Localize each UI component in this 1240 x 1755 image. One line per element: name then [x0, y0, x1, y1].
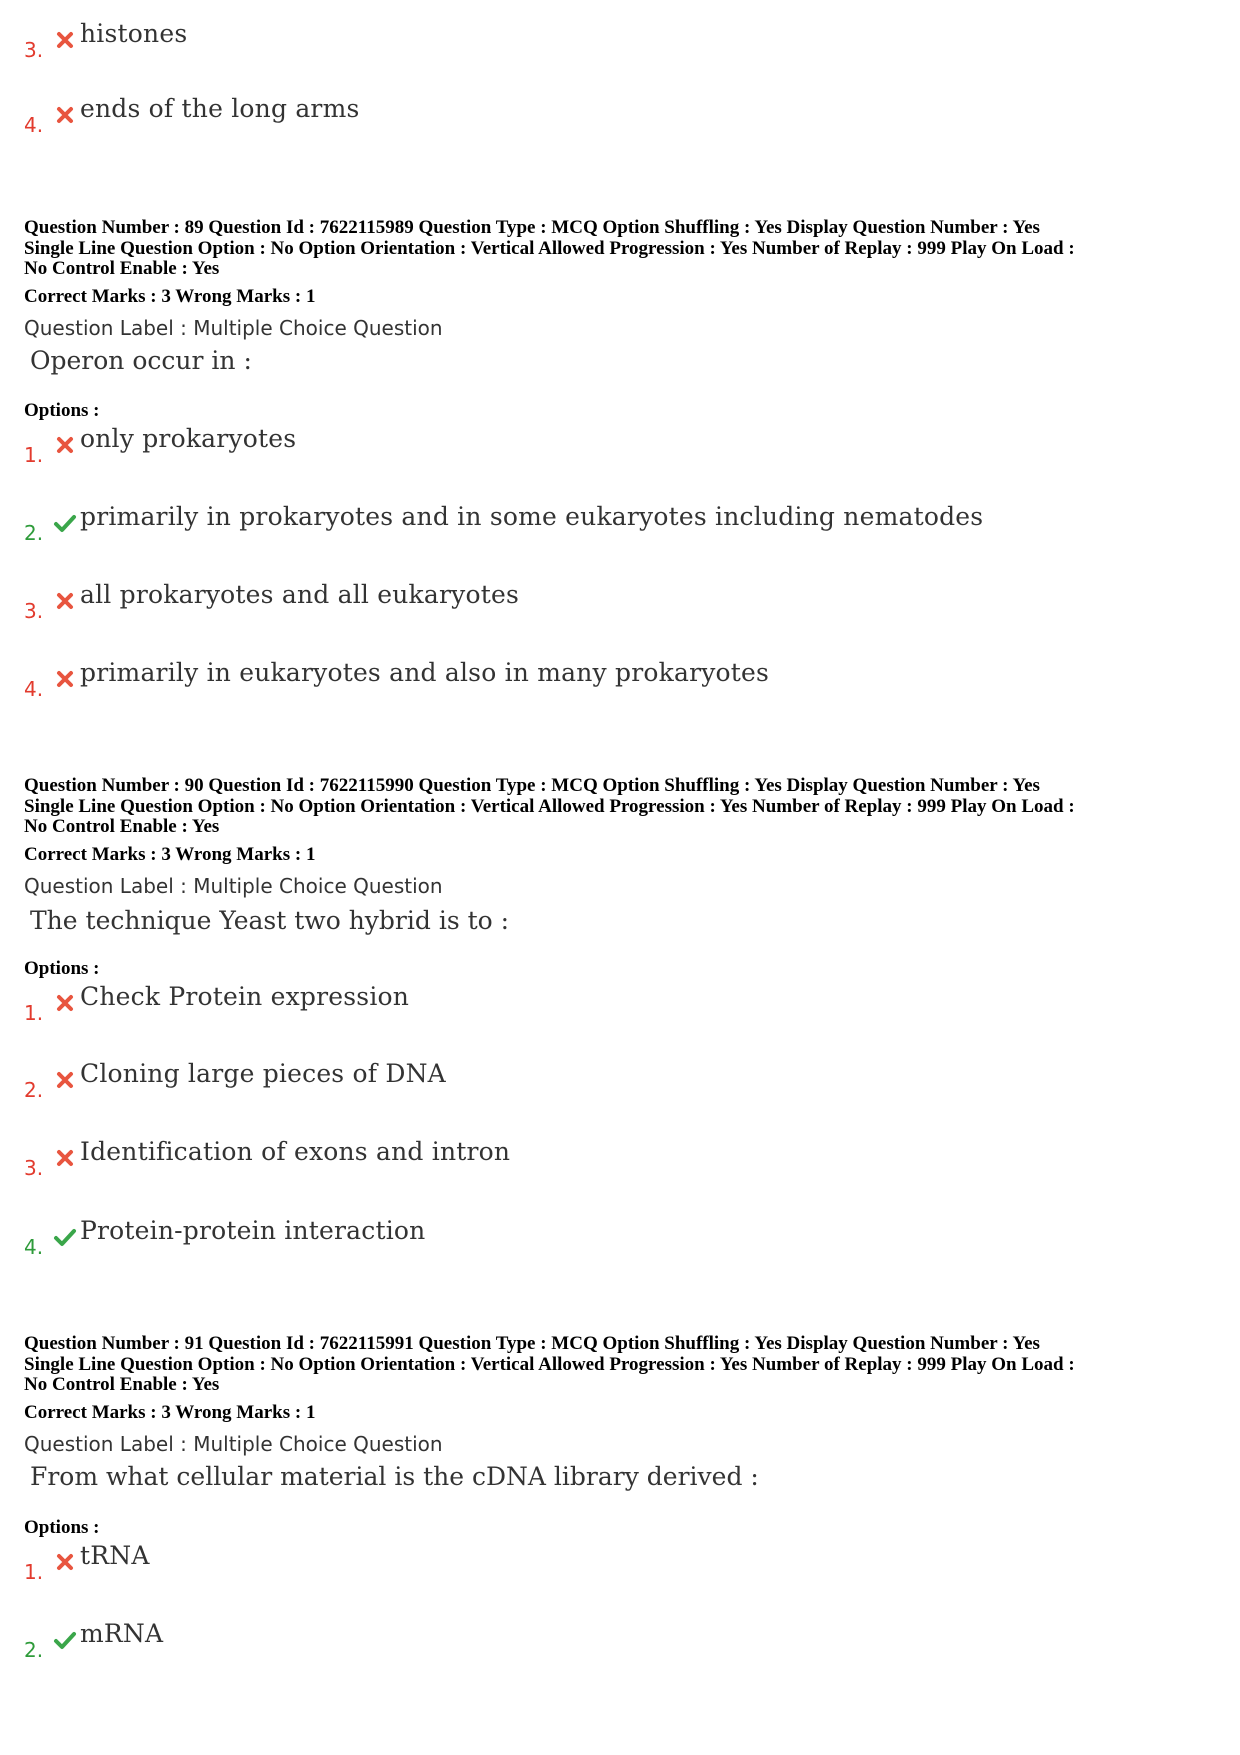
- question-meta: [24, 1334, 1224, 1396]
- option-text: all prokaryotes and all eukaryotes: [80, 580, 519, 609]
- option-item: [24, 20, 187, 60]
- question-label: Question Label : Multiple Choice Question: [24, 1432, 443, 1456]
- meta-line: No Control Enable : Yes: [24, 816, 220, 837]
- question-meta: [24, 218, 1224, 280]
- correct-check-icon: [52, 511, 78, 535]
- option-item: [24, 503, 983, 543]
- meta-line: Single Line Question Option : No Option Orientation : Vertical Allowed Progression : Yes Number of Replay : 999 Play On Load :: [24, 795, 1075, 817]
- question-label: Question Label : Multiple Choice Question: [24, 874, 443, 898]
- wrong-cross-icon: [52, 991, 78, 1015]
- correct-check-icon: [52, 1225, 78, 1249]
- question-marks: Correct Marks : 3 Wrong Marks : 1: [24, 286, 316, 307]
- option-text: Identification of exons and intron: [80, 1137, 511, 1166]
- option-item: [24, 1060, 446, 1100]
- options-label: Options :: [24, 1517, 100, 1538]
- meta-line: Single Line Question Option : No Option Orientation : Vertical Allowed Progression : Yes Number of Replay : 999 Play On Load :: [24, 237, 1075, 259]
- meta-line: Question Number : 90 Question Id : 7622115990 Question Type : MCQ Option Shuffling : Yes Display Question Number : Yes: [24, 775, 1040, 796]
- option-number: 3.: [24, 38, 44, 62]
- option-item: [24, 659, 769, 699]
- option-number: 4.: [24, 113, 44, 137]
- option-number: 3.: [24, 1156, 44, 1180]
- question-marks: Correct Marks : 3 Wrong Marks : 1: [24, 1402, 316, 1423]
- question-label: Question Label : Multiple Choice Question: [24, 316, 443, 340]
- meta-line: No Control Enable : Yes: [24, 1374, 220, 1395]
- option-item: [24, 95, 360, 135]
- option-number: 1.: [24, 443, 44, 467]
- option-text: Check Protein expression: [80, 982, 410, 1011]
- wrong-cross-icon: [52, 433, 78, 457]
- option-text: Protein-protein interaction: [80, 1216, 426, 1245]
- option-item: [24, 1138, 510, 1178]
- option-text: only prokaryotes: [80, 424, 297, 453]
- option-text: ends of the long arms: [80, 94, 360, 123]
- question-text: From what cellular material is the cDNA library derived :: [30, 1462, 759, 1491]
- option-number: 2.: [24, 1078, 44, 1102]
- option-number: 4.: [24, 1235, 44, 1259]
- option-number: 2.: [24, 521, 44, 545]
- option-item: [24, 1217, 426, 1257]
- option-item: [24, 1620, 163, 1660]
- meta-line: Question Number : 91 Question Id : 7622115991 Question Type : MCQ Option Shuffling : Yes Display Question Number : Yes: [24, 1333, 1040, 1354]
- option-item: [24, 581, 519, 621]
- wrong-cross-icon: [52, 1146, 78, 1170]
- meta-line: Question Number : 89 Question Id : 7622115989 Question Type : MCQ Option Shuffling : Yes Display Question Number : Yes: [24, 217, 1040, 238]
- option-text: primarily in eukaryotes and also in many prokaryotes: [80, 658, 770, 687]
- question-marks: Correct Marks : 3 Wrong Marks : 1: [24, 844, 316, 865]
- option-text: Cloning large pieces of DNA: [80, 1059, 446, 1088]
- wrong-cross-icon: [52, 589, 78, 613]
- option-text: mRNA: [80, 1619, 164, 1648]
- wrong-cross-icon: [52, 28, 78, 52]
- option-text: tRNA: [80, 1541, 150, 1570]
- option-text: histones: [80, 19, 188, 48]
- question-meta: [24, 776, 1224, 838]
- option-number: 1.: [24, 1001, 44, 1025]
- option-number: 2.: [24, 1638, 44, 1662]
- wrong-cross-icon: [52, 667, 78, 691]
- option-item: [24, 425, 296, 465]
- option-item: [24, 1542, 150, 1582]
- option-number: 4.: [24, 677, 44, 701]
- options-label: Options :: [24, 958, 100, 979]
- meta-line: Single Line Question Option : No Option Orientation : Vertical Allowed Progression : Yes Number of Replay : 999 Play On Load :: [24, 1353, 1075, 1375]
- option-number: 3.: [24, 599, 44, 623]
- question-text: Operon occur in :: [30, 346, 252, 375]
- option-item: [24, 983, 409, 1023]
- question-text: The technique Yeast two hybrid is to :: [30, 906, 510, 935]
- wrong-cross-icon: [52, 1068, 78, 1092]
- correct-check-icon: [52, 1628, 78, 1652]
- wrong-cross-icon: [52, 103, 78, 127]
- option-number: 1.: [24, 1560, 44, 1584]
- meta-line: No Control Enable : Yes: [24, 258, 220, 279]
- options-label: Options :: [24, 400, 100, 421]
- option-text: primarily in prokaryotes and in some eukaryotes including nematodes: [80, 502, 984, 531]
- wrong-cross-icon: [52, 1550, 78, 1574]
